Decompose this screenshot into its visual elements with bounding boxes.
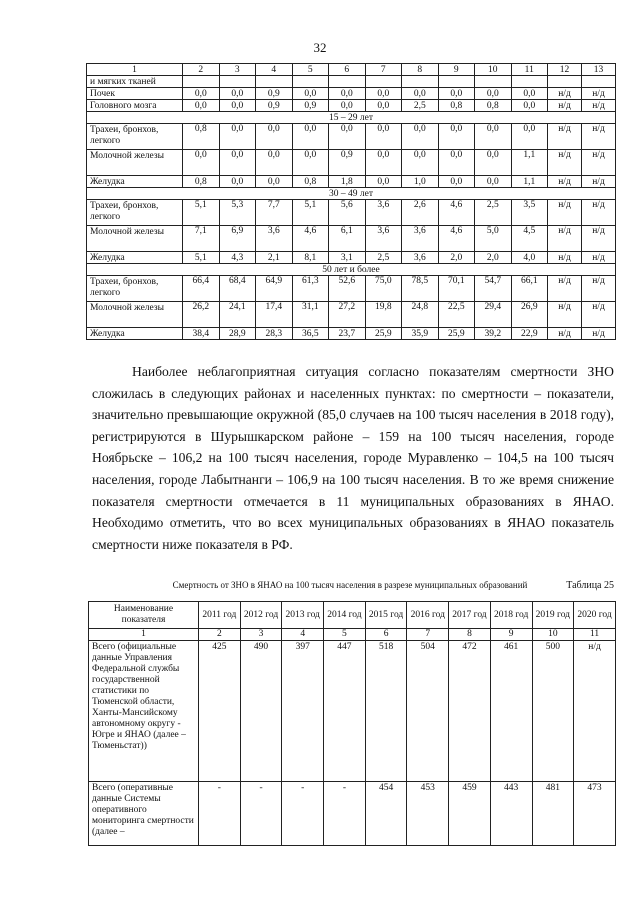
row-label: и мягких тканей <box>87 76 183 88</box>
table-cell: 0,0 <box>511 100 548 112</box>
column-number: 11 <box>574 629 616 641</box>
column-number: 5 <box>324 629 366 641</box>
column-number: 6 <box>365 629 407 641</box>
table-cell: 0,0 <box>402 124 439 150</box>
column-number: 2 <box>183 64 220 76</box>
table-cell: 0,0 <box>402 88 439 100</box>
table-cell: 1,0 <box>402 176 439 188</box>
table-row <box>87 276 616 302</box>
table-cell: 453 <box>407 782 449 846</box>
body-paragraph: Наиболее неблагоприятная ситуация согласно показателям смертности ЗНО сложилась в следующих районах и населенных пунктах: по смертности – показатели, значительно превышающие окружной (85,0 случаев на 100 тысяч населения в 2018 году), регистрируются в Шурышкарском районе – 159 на 100 тысяч населения, городе Ноябрьске – 106,2 на 100 тысяч населения, городе Муравленко – 104,5 на 100 тысяч населения, городе Лабытнанги – 106,9 на 100 тысяч населения. В то же время снижение показателя смертности отмечается в 11 муниципальных образованиях в ЯНАО. Необходимо отметить, что во всех муниципальных образованиях в ЯНАО показатель смертности ниже показателя в РФ. <box>92 364 614 552</box>
table-cell: 2,5 <box>365 252 402 264</box>
table-cell: 0,0 <box>256 124 293 150</box>
table-cell: 473 <box>574 782 616 846</box>
table-cell: н/д <box>582 100 616 112</box>
table-cell: н/д <box>548 100 582 112</box>
table-cell: 26,2 <box>183 302 220 328</box>
table-cell: 0,8 <box>183 176 220 188</box>
table-cell <box>256 76 293 88</box>
table-cell: 472 <box>449 641 491 782</box>
table-cell: 39,2 <box>475 328 512 340</box>
age-group-label: 30 – 49 лет <box>87 188 616 200</box>
table-cell: 6,9 <box>219 226 256 252</box>
column-header: 2018 год <box>490 602 532 629</box>
column-number: 4 <box>282 629 324 641</box>
table-cell: 2,5 <box>402 100 439 112</box>
table-cell: 0,0 <box>511 124 548 150</box>
table-cell: н/д <box>548 328 582 340</box>
table-cell: 0,0 <box>329 100 366 112</box>
table-cell: 19,8 <box>365 302 402 328</box>
table-row <box>87 328 616 340</box>
table-row <box>87 200 616 226</box>
table-cell: 461 <box>490 641 532 782</box>
row-label: Почек <box>87 88 183 100</box>
table-cell: 0,0 <box>438 124 475 150</box>
table-cell: 0,0 <box>256 150 293 176</box>
age-group-row <box>87 264 616 276</box>
row-label: Всего (официальные данные Управления Федеральной службы государственной статистики по Тюменской области, Ханты-Мансийскому автономному округу - Югре и ЯНАО (далее – Тюменьстат)) <box>89 641 199 782</box>
table-number: Таблица 25 <box>566 580 614 591</box>
column-number: 7 <box>407 629 449 641</box>
column-number: 11 <box>511 64 548 76</box>
table-cell: 1,8 <box>329 176 366 188</box>
table-cell: 27,2 <box>329 302 366 328</box>
table-cell: н/д <box>548 176 582 188</box>
table-row <box>87 88 616 100</box>
table-cell: н/д <box>548 302 582 328</box>
table-cell: 0,0 <box>438 150 475 176</box>
table-cell: 500 <box>532 641 574 782</box>
table-cell: 454 <box>365 782 407 846</box>
table-cell: 447 <box>324 641 366 782</box>
table-row <box>87 252 616 264</box>
table-cell: 4,0 <box>511 252 548 264</box>
table-cell <box>582 76 616 88</box>
table-cell: 0,0 <box>402 150 439 176</box>
table-cell: 518 <box>365 641 407 782</box>
table-cell: 0,0 <box>365 176 402 188</box>
table-cell: - <box>199 782 241 846</box>
table-cell: н/д <box>548 150 582 176</box>
table-cell: 0,0 <box>329 88 366 100</box>
table-cell: н/д <box>582 302 616 328</box>
table-cell: 26,9 <box>511 302 548 328</box>
table-cell: 3,6 <box>365 200 402 226</box>
table-cell: 0,0 <box>183 100 220 112</box>
table-cell: 2,5 <box>475 200 512 226</box>
table-cell: н/д <box>582 200 616 226</box>
table-cell <box>548 76 582 88</box>
table-cell: н/д <box>548 200 582 226</box>
table-cell: 0,0 <box>329 124 366 150</box>
table-cell: 0,8 <box>292 176 329 188</box>
table-cell: 443 <box>490 782 532 846</box>
table-cell: 66,1 <box>511 276 548 302</box>
row-label: Трахеи, бронхов, легкого <box>87 124 183 150</box>
row-label: Желудка <box>87 328 183 340</box>
table-cell: 0,0 <box>365 88 402 100</box>
table-cell <box>219 76 256 88</box>
table-cell: 68,4 <box>219 276 256 302</box>
table-cell: 28,3 <box>256 328 293 340</box>
table-cell <box>183 76 220 88</box>
table-cell: 5,1 <box>183 252 220 264</box>
table-cell: 5,6 <box>329 200 366 226</box>
column-header: 2020 год <box>574 602 616 629</box>
table-cell: 3,6 <box>402 226 439 252</box>
column-header: 2019 год <box>532 602 574 629</box>
table-cell: 0,0 <box>365 124 402 150</box>
table-header-row <box>89 602 616 629</box>
table-cell: 0,9 <box>292 100 329 112</box>
table-cell: 5,1 <box>292 200 329 226</box>
table-cell: 36,5 <box>292 328 329 340</box>
table-cell: 0,8 <box>475 100 512 112</box>
table-cell: 0,0 <box>256 176 293 188</box>
table-cell: 0,9 <box>256 88 293 100</box>
column-number: 2 <box>199 629 241 641</box>
row-label: Трахеи, бронхов, легкого <box>87 276 183 302</box>
table-cell: 1,1 <box>511 176 548 188</box>
table-row <box>87 150 616 176</box>
row-label: Головного мозга <box>87 100 183 112</box>
row-label: Молочной железы <box>87 226 183 252</box>
column-header: 2015 год <box>365 602 407 629</box>
table-cell: 0,0 <box>438 88 475 100</box>
table-cell <box>365 76 402 88</box>
table-cell: 70,1 <box>438 276 475 302</box>
table-cell: 0,0 <box>438 176 475 188</box>
table-row <box>89 641 616 782</box>
column-header: 2013 год <box>282 602 324 629</box>
table-cell: 75,0 <box>365 276 402 302</box>
table-cell: н/д <box>582 150 616 176</box>
table-cell: - <box>282 782 324 846</box>
table-cell <box>475 76 512 88</box>
column-header: 2016 год <box>407 602 449 629</box>
table-row <box>89 782 616 846</box>
table-row <box>87 100 616 112</box>
table-cell: н/д <box>548 88 582 100</box>
table-cell: 4,3 <box>219 252 256 264</box>
age-group-row <box>87 188 616 200</box>
column-number: 3 <box>219 64 256 76</box>
table-cell: 0,0 <box>292 150 329 176</box>
table-cell: 31,1 <box>292 302 329 328</box>
table-cell: 490 <box>240 641 282 782</box>
table-row <box>87 176 616 188</box>
table-cell: 0,0 <box>475 176 512 188</box>
column-number: 9 <box>438 64 475 76</box>
table-row <box>87 76 616 88</box>
age-group-label: 50 лет и более <box>87 264 616 276</box>
row-label: Желудка <box>87 176 183 188</box>
column-number: 8 <box>449 629 491 641</box>
table-cell: 2,6 <box>402 200 439 226</box>
table-cell: 38,4 <box>183 328 220 340</box>
table-cell: н/д <box>582 176 616 188</box>
age-group-row <box>87 112 616 124</box>
table-cell: 3,1 <box>329 252 366 264</box>
table-cell <box>292 76 329 88</box>
table-cell: 24,8 <box>402 302 439 328</box>
table-cell: 2,1 <box>256 252 293 264</box>
table-cell: 0,0 <box>511 88 548 100</box>
table-cell: 24,1 <box>219 302 256 328</box>
table-row <box>87 226 616 252</box>
age-group-label: 15 – 29 лет <box>87 112 616 124</box>
row-label: Трахеи, бронхов, легкого <box>87 200 183 226</box>
table-cell: - <box>324 782 366 846</box>
table-cell: 3,6 <box>256 226 293 252</box>
table-cell: н/д <box>582 226 616 252</box>
table-cell: 0,8 <box>183 124 220 150</box>
table-cell: 3,6 <box>365 226 402 252</box>
table-cell: 78,5 <box>402 276 439 302</box>
table-cell: 0,0 <box>219 100 256 112</box>
table-cell: 0,0 <box>183 88 220 100</box>
table-cell: 54,7 <box>475 276 512 302</box>
table-cell: 64,9 <box>256 276 293 302</box>
table-cell: 1,1 <box>511 150 548 176</box>
table-cell: 0,0 <box>183 150 220 176</box>
column-header: 2014 год <box>324 602 366 629</box>
table-cell: 0,0 <box>365 150 402 176</box>
table-cell: 0,0 <box>219 176 256 188</box>
table-cell: 25,9 <box>365 328 402 340</box>
table-cell: 7,1 <box>183 226 220 252</box>
table-cell: 0,0 <box>219 124 256 150</box>
table-cell: 23,7 <box>329 328 366 340</box>
row-label: Желудка <box>87 252 183 264</box>
table-cell: 504 <box>407 641 449 782</box>
table-cell: 6,1 <box>329 226 366 252</box>
row-label: Всего (оперативные данные Системы оперативного мониторинга смертности (далее – <box>89 782 199 846</box>
table-cell <box>329 76 366 88</box>
table-cell: 397 <box>282 641 324 782</box>
table-cell: 2,0 <box>475 252 512 264</box>
table-cell: 8,1 <box>292 252 329 264</box>
table-cell <box>402 76 439 88</box>
table-cell: 0,0 <box>292 124 329 150</box>
mortality-by-municipality-table <box>88 601 616 846</box>
column-number: 10 <box>532 629 574 641</box>
table-cell: 0,9 <box>256 100 293 112</box>
column-number: 9 <box>490 629 532 641</box>
table-cell: 25,9 <box>438 328 475 340</box>
table-cell: 52,6 <box>329 276 366 302</box>
column-number: 4 <box>256 64 293 76</box>
table-cell: 28,9 <box>219 328 256 340</box>
column-number: 6 <box>329 64 366 76</box>
table-cell: н/д <box>582 88 616 100</box>
column-number: 10 <box>475 64 512 76</box>
table-cell: 2,0 <box>438 252 475 264</box>
column-number: 8 <box>402 64 439 76</box>
table-cell: 22,5 <box>438 302 475 328</box>
table-cell: 0,0 <box>219 150 256 176</box>
table-cell: 0,0 <box>365 100 402 112</box>
table-cell: 22,9 <box>511 328 548 340</box>
column-header: 2011 год <box>199 602 241 629</box>
column-number: 1 <box>87 64 183 76</box>
table-cell: 0,0 <box>292 88 329 100</box>
column-number-row <box>89 629 616 641</box>
row-label: Молочной железы <box>87 302 183 328</box>
table-cell: 0,0 <box>475 124 512 150</box>
table-row <box>87 302 616 328</box>
row-label: Молочной железы <box>87 150 183 176</box>
table-cell: 7,7 <box>256 200 293 226</box>
table-cell: 29,4 <box>475 302 512 328</box>
table-cell: н/д <box>582 252 616 264</box>
table-cell: н/д <box>582 124 616 150</box>
table-cell: н/д <box>548 226 582 252</box>
table-cell: 0,0 <box>475 88 512 100</box>
table-cell: 5,0 <box>475 226 512 252</box>
table-cell <box>438 76 475 88</box>
table-cell: 4,6 <box>292 226 329 252</box>
table-cell: 4,6 <box>438 226 475 252</box>
column-header: 2017 год <box>449 602 491 629</box>
table-cell: 17,4 <box>256 302 293 328</box>
table-cell: 459 <box>449 782 491 846</box>
table-cell: 4,5 <box>511 226 548 252</box>
table-cell: 0,8 <box>438 100 475 112</box>
table2-caption: Смертность от ЗНО в ЯНАО на 100 тысяч населения в разрезе муниципальных образований <box>172 580 528 590</box>
table-cell: н/д <box>582 276 616 302</box>
table-cell: н/д <box>574 641 616 782</box>
table-cell: 35,9 <box>402 328 439 340</box>
column-number: 7 <box>365 64 402 76</box>
table-cell: 4,6 <box>438 200 475 226</box>
table-cell: 5,1 <box>183 200 220 226</box>
column-number: 3 <box>240 629 282 641</box>
column-number: 13 <box>582 64 616 76</box>
table-cell: 66,4 <box>183 276 220 302</box>
page-number: 32 <box>313 40 327 55</box>
table-cell: 0,0 <box>475 150 512 176</box>
table-row <box>87 124 616 150</box>
table-cell: 3,5 <box>511 200 548 226</box>
column-number: 5 <box>292 64 329 76</box>
mortality-by-age-table <box>86 63 616 340</box>
table-cell: 5,3 <box>219 200 256 226</box>
table-cell <box>511 76 548 88</box>
table-cell: н/д <box>548 276 582 302</box>
table-cell: 425 <box>199 641 241 782</box>
table-cell: н/д <box>548 252 582 264</box>
column-number: 1 <box>89 629 199 641</box>
column-header: Наименование показателя <box>89 602 199 629</box>
table-cell: 481 <box>532 782 574 846</box>
table-cell: 0,0 <box>219 88 256 100</box>
table-cell: - <box>240 782 282 846</box>
table-cell: н/д <box>582 328 616 340</box>
table-cell: 0,9 <box>329 150 366 176</box>
table-cell: 3,6 <box>402 252 439 264</box>
column-number: 12 <box>548 64 582 76</box>
table-cell: 61,3 <box>292 276 329 302</box>
table-cell: н/д <box>548 124 582 150</box>
column-header: 2012 год <box>240 602 282 629</box>
table-header-row <box>87 64 616 76</box>
